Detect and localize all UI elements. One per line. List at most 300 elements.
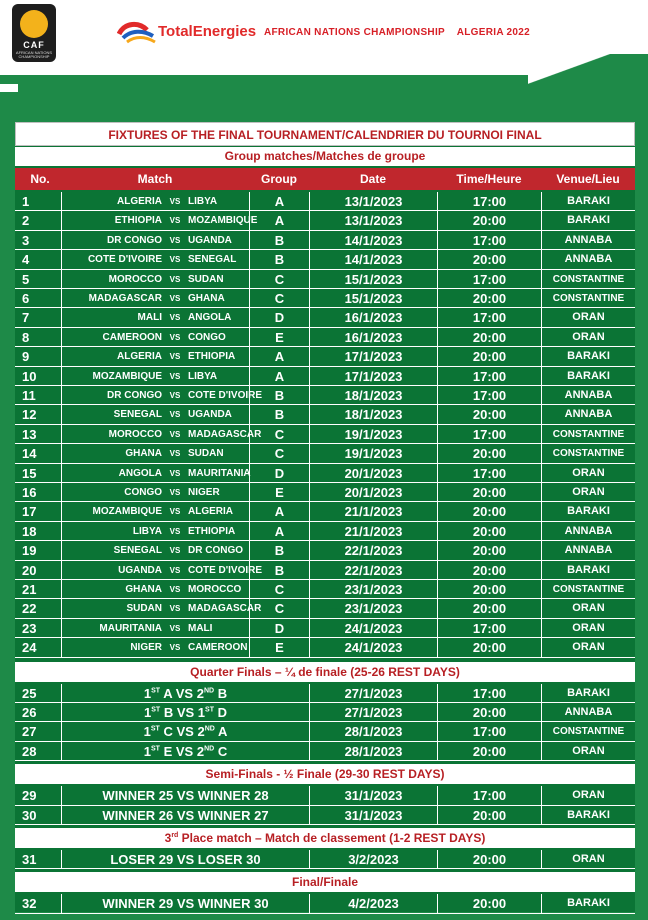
team-b-position: 2	[196, 685, 204, 701]
match-date: 15/1/2023	[309, 289, 437, 308]
match-time: 17:00	[437, 270, 541, 289]
match-date: 13/1/2023	[309, 211, 437, 230]
table-row	[15, 211, 635, 230]
match-time: 20:00	[437, 806, 541, 825]
home-team: ANGOLA	[61, 464, 165, 483]
match-date: 28/1/2023	[309, 742, 437, 761]
semi-final-title: Semi-Finals - ½ Finale (29-30 REST DAYS)	[15, 764, 635, 784]
home-team: CONGO	[61, 483, 165, 502]
table-row	[15, 638, 635, 657]
vs-label: VS	[175, 685, 194, 701]
group-letter: D	[249, 619, 309, 638]
match-number: 3	[22, 232, 30, 248]
match-time: 20:00	[437, 561, 541, 580]
column-header-venue: Venue/Lieu	[556, 172, 620, 186]
vs-label: VS	[169, 391, 181, 400]
away-team: SUDAN	[188, 273, 224, 285]
team-a-position: 1	[143, 743, 151, 759]
match-time: 20:00	[437, 894, 541, 913]
match-date: 31/1/2023	[309, 806, 437, 825]
match-number: 29	[22, 788, 37, 804]
africa-icon	[20, 10, 48, 38]
away-team: COTE D'IVOIRE	[188, 390, 263, 401]
match-number: 30	[22, 807, 37, 823]
match-venue: BARAKI	[541, 684, 635, 703]
match-number: 4	[22, 252, 30, 268]
match-date: 18/1/2023	[309, 386, 437, 405]
match-number: 14	[22, 446, 37, 462]
away-team: UGANDA	[188, 234, 232, 246]
match-date: 19/1/2023	[309, 444, 437, 463]
match-date: 21/1/2023	[309, 502, 437, 521]
table-row	[15, 405, 635, 424]
group-letter: A	[249, 211, 309, 230]
match-number: 5	[22, 271, 30, 287]
table-row	[15, 684, 635, 703]
match-time: 20:00	[437, 289, 541, 308]
group-letter: B	[249, 561, 309, 580]
caf-logo-subtext: AFRICAN NATIONS CHAMPIONSHIP	[15, 50, 53, 59]
table-row	[15, 328, 635, 347]
match-venue: ORAN	[541, 464, 635, 483]
vs-label: VS	[169, 623, 181, 633]
match-venue: BARAKI	[541, 561, 635, 580]
match-number: 16	[22, 485, 37, 500]
group-letter: D	[249, 464, 309, 483]
group-letter: C	[249, 270, 309, 289]
match-venue: ORAN	[541, 638, 635, 657]
home-team: SENEGAL	[61, 541, 165, 560]
column-header-group: Group	[261, 172, 297, 186]
away-team: ETHIOPIA	[188, 351, 236, 363]
match-date: 3/2/2023	[309, 850, 437, 869]
home-team: MOZAMBIQUE	[61, 367, 165, 386]
home-team: LIBYA	[61, 522, 165, 541]
caf-logo	[12, 4, 56, 62]
vs-label: VS	[169, 585, 181, 594]
vs-label: VS	[169, 488, 181, 497]
team-a-position: 1	[143, 724, 151, 740]
match-number: 20	[22, 562, 37, 578]
group-letter: A	[249, 522, 309, 541]
away-team: GHANA	[188, 293, 225, 304]
table-row	[15, 786, 635, 805]
match-time: 17:00	[437, 386, 541, 405]
match-number: 19	[22, 543, 37, 559]
match-time: 17:00	[437, 786, 541, 805]
match-date: 22/1/2023	[309, 561, 437, 580]
vs-label: VS	[169, 197, 181, 206]
match-time: 20:00	[437, 638, 541, 657]
match-number: 7	[22, 310, 30, 326]
group-letter: A	[249, 367, 309, 386]
away-team: MALI	[188, 622, 213, 634]
table-row	[15, 502, 635, 521]
match-number: 15	[22, 465, 37, 481]
team-b-group: D	[217, 705, 227, 720]
vs-label: VS	[169, 604, 181, 614]
match-venue: ANNABA	[541, 522, 635, 541]
match-time: 20:00	[437, 502, 541, 521]
table-row	[15, 231, 635, 250]
vs-label: VS	[169, 371, 181, 381]
match-pairing: LOSER 29 VS LOSER 30	[61, 850, 309, 869]
team-a-group: C	[163, 724, 173, 740]
team-a-suffix: ST	[151, 706, 161, 714]
home-team: UGANDA	[61, 561, 165, 580]
match-number: 2	[22, 213, 30, 229]
table-row	[15, 850, 635, 869]
group-letter: A	[249, 192, 309, 211]
vs-label: VS	[176, 724, 194, 740]
match-number: 18	[22, 523, 37, 539]
match-time: 17:00	[437, 308, 541, 327]
match-venue: ANNABA	[541, 703, 635, 722]
vs-label: VS	[169, 332, 181, 342]
decorative-stripe	[528, 54, 648, 84]
match-date: 18/1/2023	[309, 405, 437, 424]
match-date: 13/1/2023	[309, 192, 437, 211]
match-number: 23	[22, 620, 37, 636]
match-venue: ORAN	[541, 850, 635, 869]
vs-label: VS	[169, 294, 181, 303]
team-a-group: E	[163, 743, 173, 759]
table-row	[15, 742, 635, 761]
match-number: 26	[22, 705, 37, 720]
match-venue: BARAKI	[541, 367, 635, 386]
home-team: DR CONGO	[61, 231, 165, 250]
match-number: 1	[22, 194, 30, 209]
home-team: MADAGASCAR	[61, 289, 165, 308]
table-row	[15, 703, 635, 722]
match-venue: ORAN	[541, 619, 635, 638]
match-time: 20:00	[437, 211, 541, 230]
away-team: CAMEROON	[188, 642, 248, 654]
match-number: 9	[22, 349, 30, 365]
table-row	[15, 894, 635, 913]
vs-label: VS	[169, 449, 181, 459]
match-pairing	[61, 703, 309, 722]
match-date: 16/1/2023	[309, 328, 437, 347]
match-date: 27/1/2023	[309, 703, 437, 722]
third-place-number: 3	[164, 831, 172, 845]
vs-label: VS	[176, 705, 195, 720]
match-time: 20:00	[437, 850, 541, 869]
match-venue: ORAN	[541, 308, 635, 327]
match-venue: CONSTANTINE	[541, 289, 635, 308]
team-a-suffix: ST	[151, 687, 161, 695]
team-b-suffix: ND	[204, 745, 215, 753]
team-b-position: 2	[196, 743, 205, 759]
match-time: 17:00	[437, 619, 541, 638]
home-team: DR CONGO	[61, 386, 165, 405]
away-team: MAURITANIA	[188, 467, 251, 479]
vs-label: VS	[169, 546, 181, 556]
match-number: 28	[22, 743, 37, 759]
match-number: 24	[22, 640, 37, 656]
group-letter: E	[249, 483, 309, 502]
home-team: SENEGAL	[61, 405, 165, 424]
vs-label: VS	[169, 429, 181, 439]
match-time: 17:00	[437, 231, 541, 250]
column-header-match: Match	[137, 172, 173, 186]
match-number: 6	[22, 291, 30, 306]
third-place-text: Place match – Match de classement (1-2 REST DAYS)	[178, 831, 486, 845]
away-team: DR CONGO	[188, 545, 243, 557]
team-b-group: A	[217, 724, 228, 740]
group-letter: B	[249, 250, 309, 269]
match-venue: ORAN	[541, 328, 635, 347]
table-row	[15, 444, 635, 463]
away-team: LIBYA	[188, 196, 218, 207]
away-team: MOROCCO	[188, 584, 242, 595]
match-venue: CONSTANTINE	[541, 580, 635, 599]
away-team: ALGERIA	[188, 506, 233, 518]
vs-label: VS	[169, 468, 181, 478]
match-number: 12	[22, 407, 37, 423]
match-time: 20:00	[437, 444, 541, 463]
match-venue: ANNABA	[541, 405, 635, 424]
vs-label: VS	[169, 235, 181, 245]
home-team: GHANA	[61, 444, 165, 463]
match-date: 24/1/2023	[309, 619, 437, 638]
match-date: 14/1/2023	[309, 231, 437, 250]
table-row	[15, 806, 635, 825]
match-number: 25	[22, 685, 37, 701]
match-date: 24/1/2023	[309, 638, 437, 657]
table-row	[15, 347, 635, 366]
away-team: ANGOLA	[188, 312, 232, 324]
group-section-title: Group matches/Matches de groupe	[15, 147, 635, 166]
match-time: 17:00	[437, 425, 541, 444]
team-b-suffix: ND	[204, 726, 215, 734]
away-team: COTE D'IVOIRE	[188, 564, 263, 576]
team-a-group: A	[163, 685, 173, 701]
vs-label: VS	[169, 565, 181, 575]
home-team: CAMEROON	[61, 328, 165, 347]
home-team: ALGERIA	[61, 347, 165, 366]
match-venue: BARAKI	[541, 211, 635, 230]
match-venue: ORAN	[541, 786, 635, 805]
home-team: ALGERIA	[61, 192, 165, 211]
table-row	[15, 541, 635, 560]
match-number: 21	[22, 582, 37, 597]
match-pairing	[61, 722, 309, 741]
group-letter: B	[249, 386, 309, 405]
fixtures-table	[15, 122, 635, 912]
match-pairing	[61, 684, 309, 703]
team-a-position: 1	[143, 685, 152, 701]
table-row	[15, 722, 635, 741]
match-date: 31/1/2023	[309, 786, 437, 805]
match-venue: BARAKI	[541, 192, 635, 211]
match-venue: BARAKI	[541, 806, 635, 825]
team-b-position: 1	[197, 705, 206, 720]
match-venue: ORAN	[541, 483, 635, 502]
column-header-date: Date	[359, 172, 386, 186]
away-team: MOZAMBIQUE	[188, 215, 258, 227]
match-date: 17/1/2023	[309, 347, 437, 366]
team-a-group: B	[163, 705, 174, 720]
group-letter: D	[249, 308, 309, 327]
away-team: MADAGASCAR	[188, 428, 262, 440]
vs-label: VS	[169, 255, 181, 265]
table-row	[15, 367, 635, 386]
team-b-suffix: ST	[205, 706, 214, 714]
vs-label: VS	[169, 216, 181, 226]
match-venue: CONSTANTINE	[541, 722, 635, 741]
match-date: 14/1/2023	[309, 250, 437, 269]
match-venue: BARAKI	[541, 347, 635, 366]
group-letter: B	[249, 231, 309, 250]
group-letter: C	[249, 289, 309, 308]
column-header-time: Time/Heure	[456, 172, 522, 186]
team-a-position: 1	[144, 705, 152, 720]
match-time: 20:00	[437, 703, 541, 722]
match-pairing: WINNER 29 VS WINNER 30	[61, 894, 309, 913]
sponsor-name: TotalEnergies	[158, 23, 257, 40]
match-pairing: WINNER 25 VS WINNER 28	[61, 786, 309, 805]
match-venue: ANNABA	[541, 231, 635, 250]
vs-label: VS	[175, 743, 194, 759]
match-venue: ANNABA	[541, 541, 635, 560]
match-date: 16/1/2023	[309, 308, 437, 327]
third-place-suffix: rd	[171, 832, 179, 839]
match-number: 27	[22, 724, 37, 740]
match-date: 4/2/2023	[309, 894, 437, 913]
table-row	[15, 308, 635, 327]
away-team: NIGER	[188, 487, 220, 498]
away-team: MADAGASCAR	[188, 603, 262, 615]
group-letter: E	[249, 638, 309, 657]
match-number: 31	[22, 852, 37, 867]
vs-label: VS	[169, 410, 181, 420]
home-team: MALI	[61, 308, 165, 327]
match-time: 17:00	[437, 367, 541, 386]
team-b-position: 2	[197, 724, 205, 740]
match-time: 17:00	[437, 684, 541, 703]
home-team: NIGER	[61, 638, 165, 657]
match-venue: BARAKI	[541, 894, 635, 913]
match-time: 20:00	[437, 250, 541, 269]
away-team: SUDAN	[188, 448, 224, 460]
match-venue: CONSTANTINE	[541, 425, 635, 444]
match-venue: ORAN	[541, 599, 635, 618]
vs-label: VS	[169, 643, 181, 653]
group-letter: A	[249, 502, 309, 521]
table-row	[15, 289, 635, 308]
home-team: SUDAN	[61, 599, 165, 618]
match-time: 20:00	[437, 599, 541, 618]
match-date: 20/1/2023	[309, 464, 437, 483]
match-time: 20:00	[437, 580, 541, 599]
match-date: 15/1/2023	[309, 270, 437, 289]
third-place-title	[15, 828, 635, 848]
match-venue: BARAKI	[541, 502, 635, 521]
match-date: 20/1/2023	[309, 483, 437, 502]
match-number: 10	[22, 368, 37, 384]
team-b-group: B	[217, 685, 228, 701]
match-date: 22/1/2023	[309, 541, 437, 560]
table-row	[15, 619, 635, 638]
away-team: ETHIOPIA	[188, 525, 236, 537]
away-team: LIBYA	[188, 370, 218, 382]
match-number: 8	[22, 329, 30, 345]
match-time: 17:00	[437, 192, 541, 211]
decorative-mark	[0, 84, 18, 92]
group-letter: C	[249, 599, 309, 618]
match-venue: ANNABA	[541, 250, 635, 269]
table-row	[15, 580, 635, 599]
quarter-final-title: Quarter Finals – ¼ de finale (25-26 REST DAYS)	[15, 662, 635, 682]
team-a-suffix: ST	[151, 745, 160, 753]
vs-label: VS	[169, 274, 181, 284]
table-row	[15, 561, 635, 580]
vs-label: VS	[169, 526, 181, 536]
group-letter: C	[249, 580, 309, 599]
table-row	[15, 270, 635, 289]
home-team: MOZAMBIQUE	[61, 502, 165, 521]
table-row	[15, 386, 635, 405]
match-time: 17:00	[437, 464, 541, 483]
away-team: SENEGAL	[188, 254, 237, 266]
vs-label: VS	[169, 313, 181, 323]
match-venue: CONSTANTINE	[541, 444, 635, 463]
home-team: MOROCCO	[61, 270, 165, 289]
away-team: CONGO	[188, 331, 226, 343]
match-date: 27/1/2023	[309, 684, 437, 703]
match-pairing: WINNER 26 VS WINNER 27	[61, 806, 309, 825]
column-header-no: No.	[30, 172, 50, 186]
match-time: 20:00	[437, 541, 541, 560]
match-venue: ANNABA	[541, 386, 635, 405]
match-date: 23/1/2023	[309, 580, 437, 599]
match-time: 20:00	[437, 405, 541, 424]
match-date: 28/1/2023	[309, 722, 437, 741]
vs-label: VS	[169, 507, 181, 517]
table-title: FIXTURES OF THE FINAL TOURNAMENT/CALENDRIER DU TOURNOI FINAL	[15, 122, 635, 146]
table-header	[15, 168, 635, 190]
home-team: MAURITANIA	[61, 619, 165, 638]
match-number: 11	[22, 388, 36, 403]
home-team: ETHIOPIA	[61, 211, 165, 230]
match-time: 20:00	[437, 347, 541, 366]
group-letter: A	[249, 347, 309, 366]
match-time: 17:00	[437, 722, 541, 741]
match-venue: ORAN	[541, 742, 635, 761]
vs-label: VS	[169, 352, 181, 362]
match-time: 20:00	[437, 483, 541, 502]
team-b-suffix: ND	[203, 687, 215, 695]
table-row	[15, 425, 635, 444]
group-letter: C	[249, 425, 309, 444]
match-number: 13	[22, 426, 37, 442]
match-date: 17/1/2023	[309, 367, 437, 386]
team-b-group: C	[217, 743, 228, 759]
final-title: Final/Finale	[15, 872, 635, 892]
match-date: 21/1/2023	[309, 522, 437, 541]
match-time: 20:00	[437, 328, 541, 347]
table-row	[15, 250, 635, 269]
match-number: 22	[22, 601, 37, 617]
group-letter: B	[249, 541, 309, 560]
totalenergies-icon	[117, 20, 157, 44]
group-letter: E	[249, 328, 309, 347]
group-letter: B	[249, 405, 309, 424]
match-pairing	[61, 742, 309, 761]
match-time: 20:00	[437, 742, 541, 761]
home-team: GHANA	[61, 580, 165, 599]
